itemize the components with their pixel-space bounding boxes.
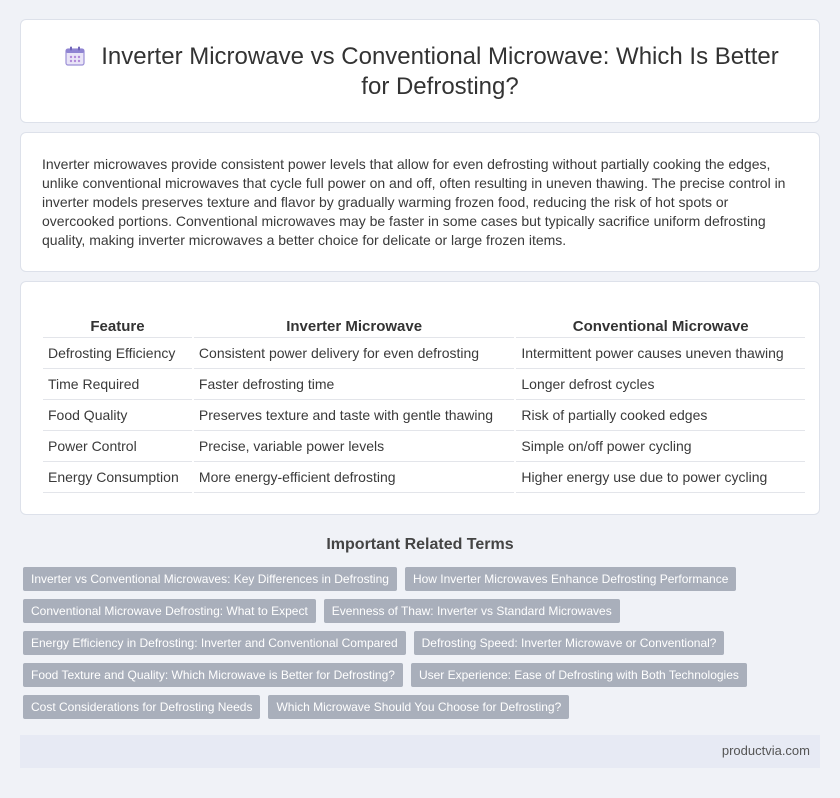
table-cell: Consistent power delivery for even defrosting — [193, 338, 515, 369]
table-cell: Simple on/off power cycling — [515, 431, 805, 462]
table-cell: Food Quality — [43, 400, 193, 431]
tag-row — [23, 631, 783, 655]
intro-card — [20, 132, 820, 272]
column-header-inverter: Inverter Microwave — [193, 316, 515, 338]
related-term-tag[interactable]: Energy Efficiency in Defrosting: Inverter and Conventional Compared — [23, 631, 406, 655]
table-cell: Longer defrost cycles — [515, 369, 805, 400]
page-title: Inverter Microwave vs Conventional Microwave: Which Is Better for Defrosting? — [101, 43, 779, 100]
table-cell: Energy Consumption — [43, 462, 193, 493]
related-terms-list — [23, 567, 783, 727]
tag-row — [23, 663, 783, 687]
site-name[interactable]: productvia.com — [721, 743, 810, 758]
table-cell: Faster defrosting time — [193, 369, 515, 400]
column-header-conventional: Conventional Microwave — [515, 316, 805, 338]
table-cell: Defrosting Efficiency — [43, 338, 193, 369]
table-row — [43, 400, 805, 431]
table-row — [43, 431, 805, 462]
related-term-tag[interactable]: Evenness of Thaw: Inverter vs Standard Microwaves — [324, 599, 620, 623]
table-row — [43, 338, 805, 369]
table-row — [43, 462, 805, 493]
table-cell: Higher energy use due to power cycling — [515, 462, 805, 493]
related-term-tag[interactable]: Cost Considerations for Defrosting Needs — [23, 695, 260, 719]
comparison-card — [20, 281, 820, 515]
title-card — [20, 19, 820, 123]
related-term-tag[interactable]: How Inverter Microwaves Enhance Defrosting Performance — [405, 567, 736, 591]
related-terms-heading: Important Related Terms — [326, 536, 514, 553]
related-term-tag[interactable]: Conventional Microwave Defrosting: What to Expect — [23, 599, 316, 623]
table-row — [43, 369, 805, 400]
table-header-row — [43, 316, 805, 338]
tag-row — [23, 567, 783, 591]
table-cell: Intermittent power causes uneven thawing — [515, 338, 805, 369]
column-header-feature: Feature — [43, 316, 193, 338]
related-term-tag[interactable]: User Experience: Ease of Defrosting with Both Technologies — [411, 663, 747, 687]
footer — [20, 735, 820, 768]
table-cell: Power Control — [43, 431, 193, 462]
table-cell: More energy-efficient defrosting — [193, 462, 515, 493]
tag-row — [23, 695, 783, 719]
comparison-table — [43, 316, 805, 493]
tag-row — [23, 599, 783, 623]
intro-paragraph: Inverter microwaves provide consistent power levels that allow for even defrosting without partially cooking the edges, unlike conventional microwaves that cycle full power on and off, often resulting in uneven thawing. The precise control in inverter models preserves texture and flavor by gradually warming frozen food, reducing the risk of hot spots or overcooked portions. Conventional microwaves may be faster in some cases but typically sacrifice uniform defrosting quality, making inverter microwaves a better choice for delicate or large frozen items. — [42, 156, 786, 248]
table-cell: Risk of partially cooked edges — [515, 400, 805, 431]
related-term-tag[interactable]: Defrosting Speed: Inverter Microwave or Conventional? — [414, 631, 725, 655]
related-term-tag[interactable]: Inverter vs Conventional Microwaves: Key Differences in Defrosting — [23, 567, 397, 591]
table-cell: Time Required — [43, 369, 193, 400]
related-term-tag[interactable]: Food Texture and Quality: Which Microwave is Better for Defrosting? — [23, 663, 403, 687]
related-term-tag[interactable]: Which Microwave Should You Choose for Defrosting? — [268, 695, 569, 719]
table-cell: Preserves texture and taste with gentle thawing — [193, 400, 515, 431]
table-cell: Precise, variable power levels — [193, 431, 515, 462]
